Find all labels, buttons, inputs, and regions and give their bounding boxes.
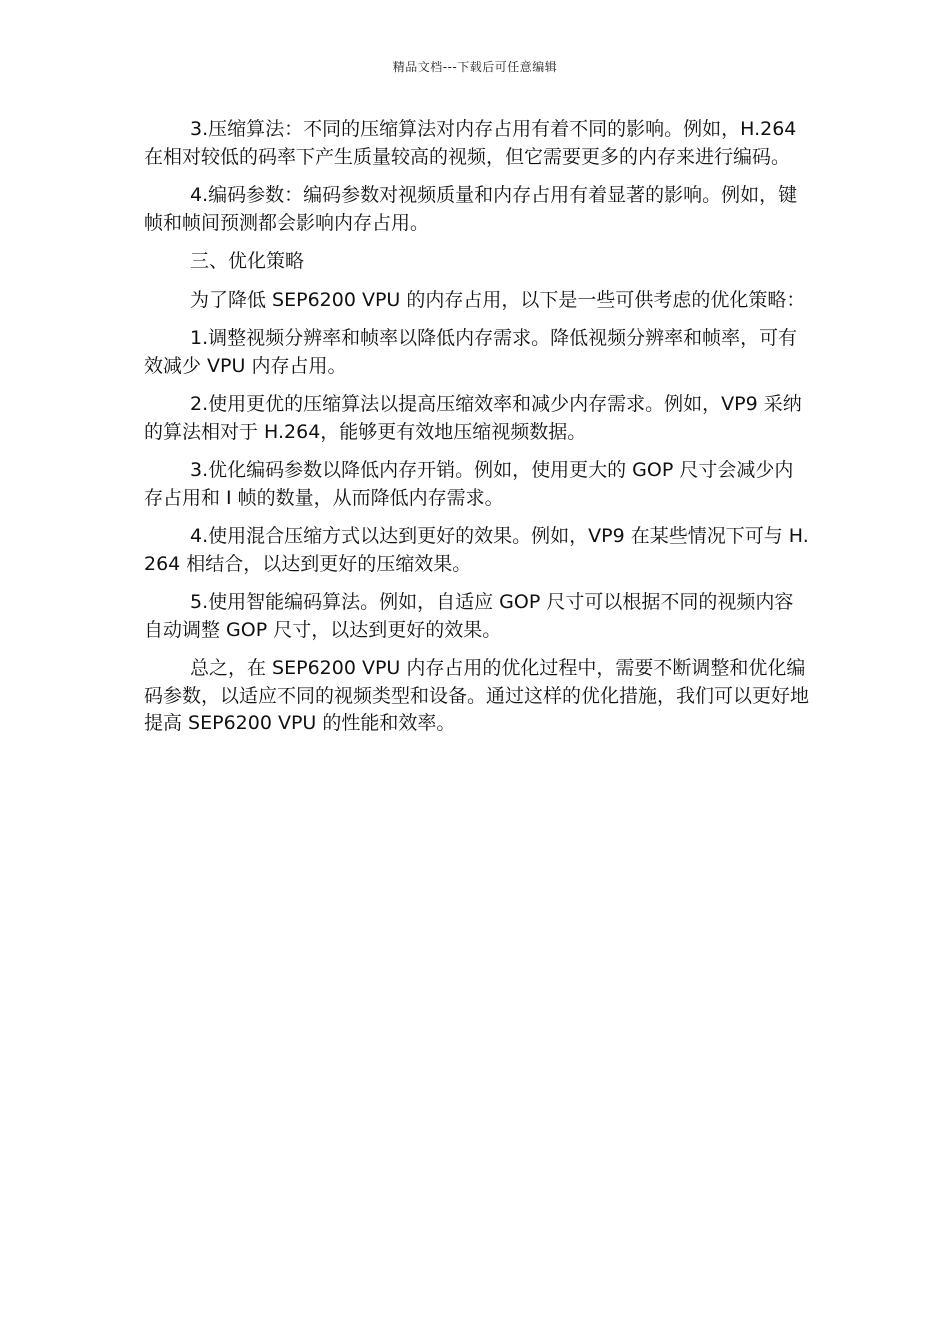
page-header: 精品文档---下载后可任意编辑: [392, 60, 558, 74]
paragraph-encoding-parameters: 4.编码参数：编码参数对视频质量和内存占用有着显著的影响。例如，键帧和帧间预测都会影响内存占用。: [144, 184, 798, 234]
paragraph-strategy-1: 1.调整视频分辨率和帧率以降低内存需求。降低视频分辨率和帧率，可有效减少 VPU 内存占用。: [144, 327, 798, 377]
paragraph-strategy-5: 5.使用智能编码算法。例如，自适应 GOP 尺寸可以根据不同的视频内容自动调整 GOP 尺寸，以达到更好的效果。: [144, 591, 794, 641]
document-body: [144, 116, 810, 749]
section-heading-optimization: 三、优化策略: [190, 250, 305, 272]
paragraph-compression-algorithm: 3.压缩算法：不同的压缩算法对内存占用有着不同的影响。例如，H.264 在相对较低的码率下产生质量较高的视频，但它需要更多的内存来进行编码。: [144, 118, 797, 168]
paragraph-strategy-4: 4.使用混合压缩方式以达到更好的效果。例如，VP9 在某些情况下可与 H.264 相结合，以达到更好的压缩效果。: [144, 525, 809, 575]
paragraph-strategy-2: 2.使用更优的压缩算法以提高压缩效率和减少内存需求。例如，VP9 采纳的算法相对于 H.264，能够更有效地压缩视频数据。: [144, 393, 802, 443]
paragraph-strategy-3: 3.优化编码参数以降低内存开销。例如，使用更大的 GOP 尺寸会减少内存占用和 I 帧的数量，从而降低内存需求。: [144, 459, 794, 509]
paragraph-optimization-intro: 为了降低 SEP6200 VPU 的内存占用，以下是一些可供考虑的优化策略：: [190, 288, 806, 311]
paragraph-conclusion: 总之，在 SEP6200 VPU 内存占用的优化过程中，需要不断调整和优化编码参数，以适应不同的视频类型和设备。通过这样的优化措施，我们可以更好地提高 SEP6200 VPU 的性能和效率。: [144, 657, 810, 734]
